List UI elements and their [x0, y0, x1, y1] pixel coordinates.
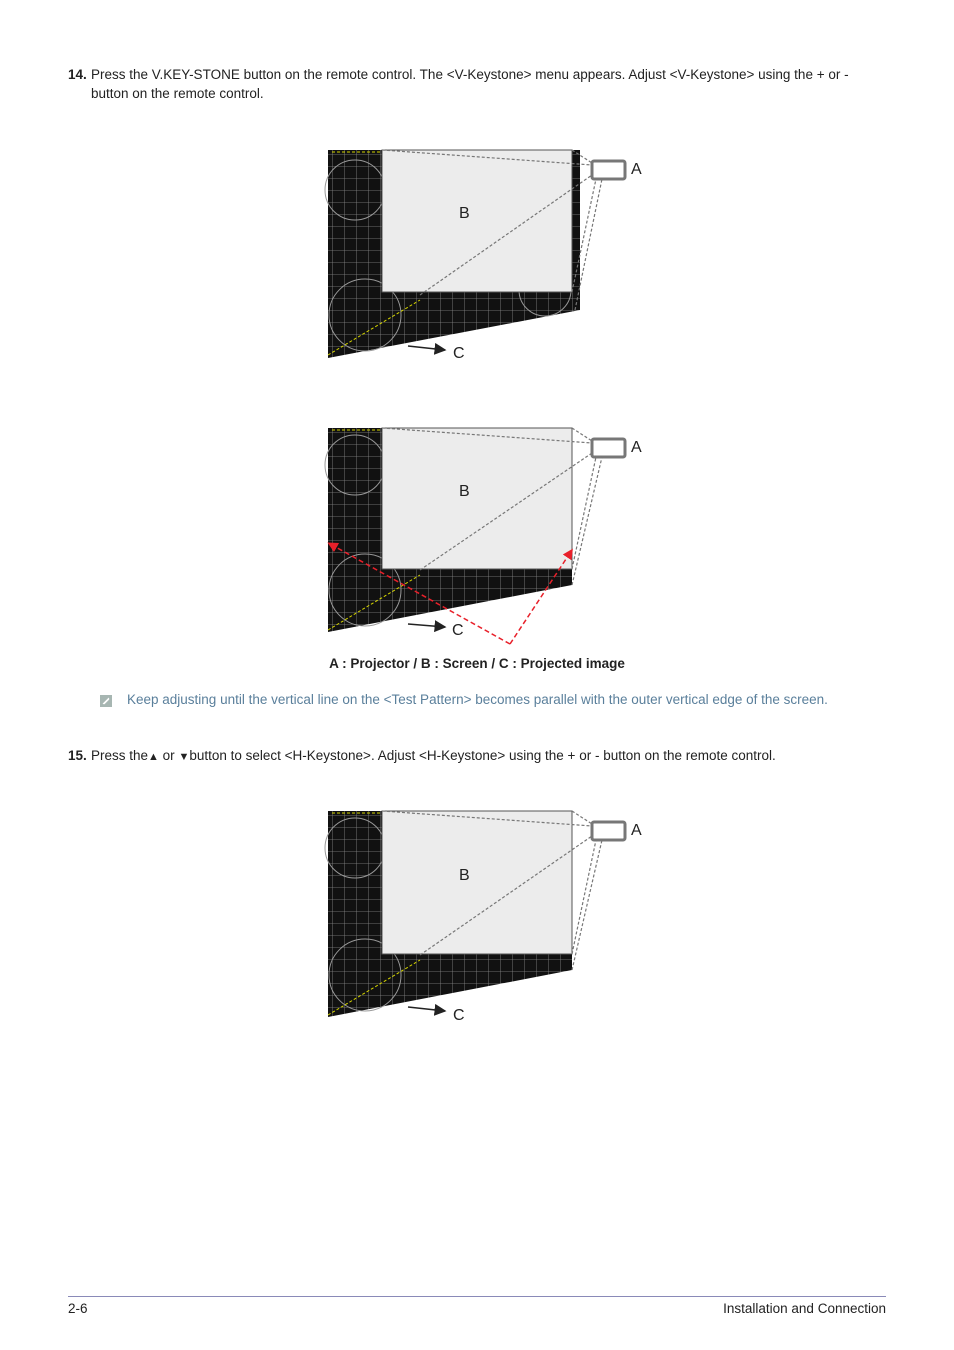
label-a: A: [631, 439, 642, 456]
projector-icon: [592, 161, 625, 179]
figure-caption: A : Projector / B : Screen / C : Projected image: [329, 656, 625, 671]
step-number: 15.: [68, 748, 87, 763]
label-b: B: [459, 867, 470, 884]
label-a: A: [631, 822, 642, 839]
label-c: C: [453, 345, 465, 362]
step-text: Press the V.KEY-STONE button on the remote control. The <V-Keystone> menu appears. Adjust <V-Keystone> using the + or - button on the remote control.: [91, 67, 849, 101]
footer-divider: [68, 1296, 886, 1297]
step-number: 14.: [68, 67, 87, 82]
up-arrow-icon: ▲: [148, 751, 159, 763]
h-keystone-figure: [320, 803, 660, 1033]
section-title: Installation and Connection: [723, 1301, 886, 1316]
step-text: Press the▲ or ▼button to select <H-Keystone>. Adjust <H-Keystone> using the + or - button on the remote control.: [91, 748, 776, 763]
step-14: [68, 65, 888, 105]
label-c: C: [452, 622, 464, 639]
step-15: [68, 746, 888, 766]
label-b: B: [459, 205, 470, 222]
label-b: B: [459, 483, 470, 500]
label-a: A: [631, 161, 642, 178]
projector-icon: [592, 822, 625, 840]
note-icon: [100, 695, 112, 707]
page-number: 2-6: [68, 1301, 88, 1316]
note-text: Keep adjusting until the vertical line on the <Test Pattern> becomes parallel with the outer vertical edge of the screen.: [127, 692, 828, 707]
note: [100, 692, 900, 712]
v-keystone-after-figure: [320, 420, 660, 650]
down-arrow-icon: ▼: [178, 751, 190, 763]
v-keystone-before-figure: [320, 130, 660, 370]
projector-icon: [592, 439, 625, 457]
label-c: C: [453, 1007, 465, 1024]
